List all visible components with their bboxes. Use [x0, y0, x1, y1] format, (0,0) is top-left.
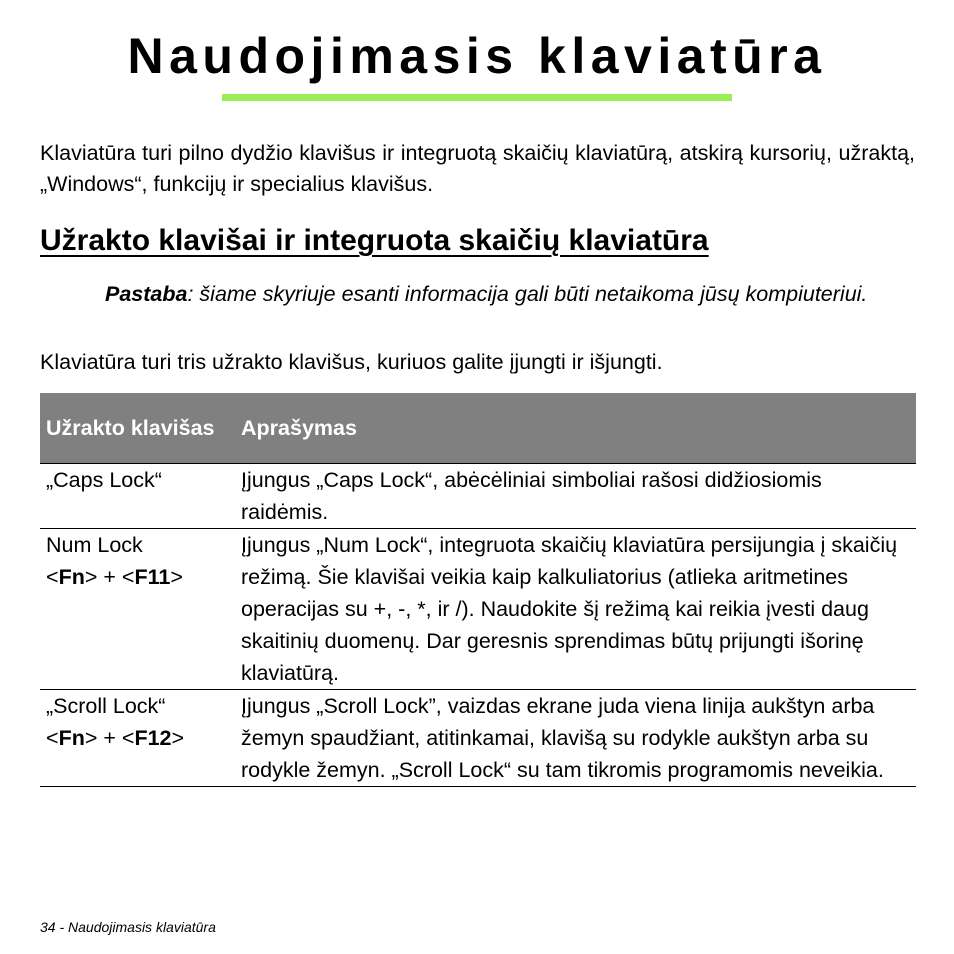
key-combo: [46, 565, 183, 589]
description-cell: Įjungus „Caps Lock“, abėcėliniai simboliai rašosi didžiosiomis raidėmis.: [235, 464, 916, 529]
table-row: [40, 529, 916, 690]
page-footer: 34 - Naudojimasis klaviatūra: [40, 919, 216, 935]
key-cell-num-lock: [40, 529, 235, 690]
table-row: [40, 464, 916, 529]
intro-paragraph: Klaviatūra turi pilno dydžio klavišus ir integruotą skaičių klaviatūrą, atskirą kursorių, užraktą, „Windows“, funkcijų ir specialius klavišus.: [40, 141, 915, 196]
description-cell: Įjungus „Scroll Lock”, vaizdas ekrane juda viena linija aukštyn arba žemyn spaudžiant, atitinkamai, klavišą su rodykle aukštyn arba su rodykle žemyn. „Scroll Lock“ su tam tikromis programomis neveikia.: [235, 690, 916, 787]
section-heading: Užrakto klavišai ir integruota skaičių klaviatūra: [40, 224, 709, 257]
header-description: Aprašymas: [235, 393, 916, 464]
combo-plus: > + <: [84, 726, 135, 750]
combo-bracket: <: [46, 565, 59, 589]
key-name: Num Lock: [46, 533, 143, 557]
note-text: : šiame skyriuje esanti informacija gali būti netaikoma jūsų kompiuteriui.: [187, 282, 868, 306]
combo-bracket: >: [170, 565, 183, 589]
page-title: Naudojimasis klaviatūra: [127, 28, 827, 84]
lead-paragraph: Klaviatūra turi tris užrakto klavišus, kuriuos galite įjungti ir išjungti.: [40, 350, 663, 374]
note-paragraph: [105, 278, 915, 310]
combo-bracket: >: [171, 726, 185, 750]
description-cell: Įjungus „Num Lock“, integruota skaičių klaviatūra persijungia į skaičių režimą. Šie klavišai veikia kaip kalkuliatorius (atlieka aritmetines operacijas su +, -, *, ir /). Naudokite šį režimą kai reikia įvesti daug skaitinių duomenų. Dar geresnis sprendimas būtų prijungti išorinę klaviatūrą.: [235, 529, 916, 690]
combo-plus: > + <: [84, 565, 135, 589]
note-label: Pastaba: [105, 282, 188, 306]
key-name: „Caps Lock“: [46, 468, 162, 492]
table-row: [40, 690, 916, 787]
combo-fn: Fn: [58, 565, 85, 589]
combo-fkey: F12: [134, 726, 172, 750]
combo-fkey: F11: [134, 565, 171, 589]
key-name: „Scroll Lock“: [46, 694, 166, 718]
lock-keys-table: [40, 393, 916, 787]
table-header-row: [40, 393, 916, 464]
header-key: Užrakto klavišas: [40, 393, 235, 464]
title-underline-bar: [222, 94, 732, 101]
combo-bracket: <: [46, 726, 59, 750]
key-combo: [46, 726, 184, 750]
combo-fn: Fn: [58, 726, 85, 750]
key-cell-caps-lock: [40, 464, 235, 529]
key-cell-scroll-lock: [40, 690, 235, 787]
